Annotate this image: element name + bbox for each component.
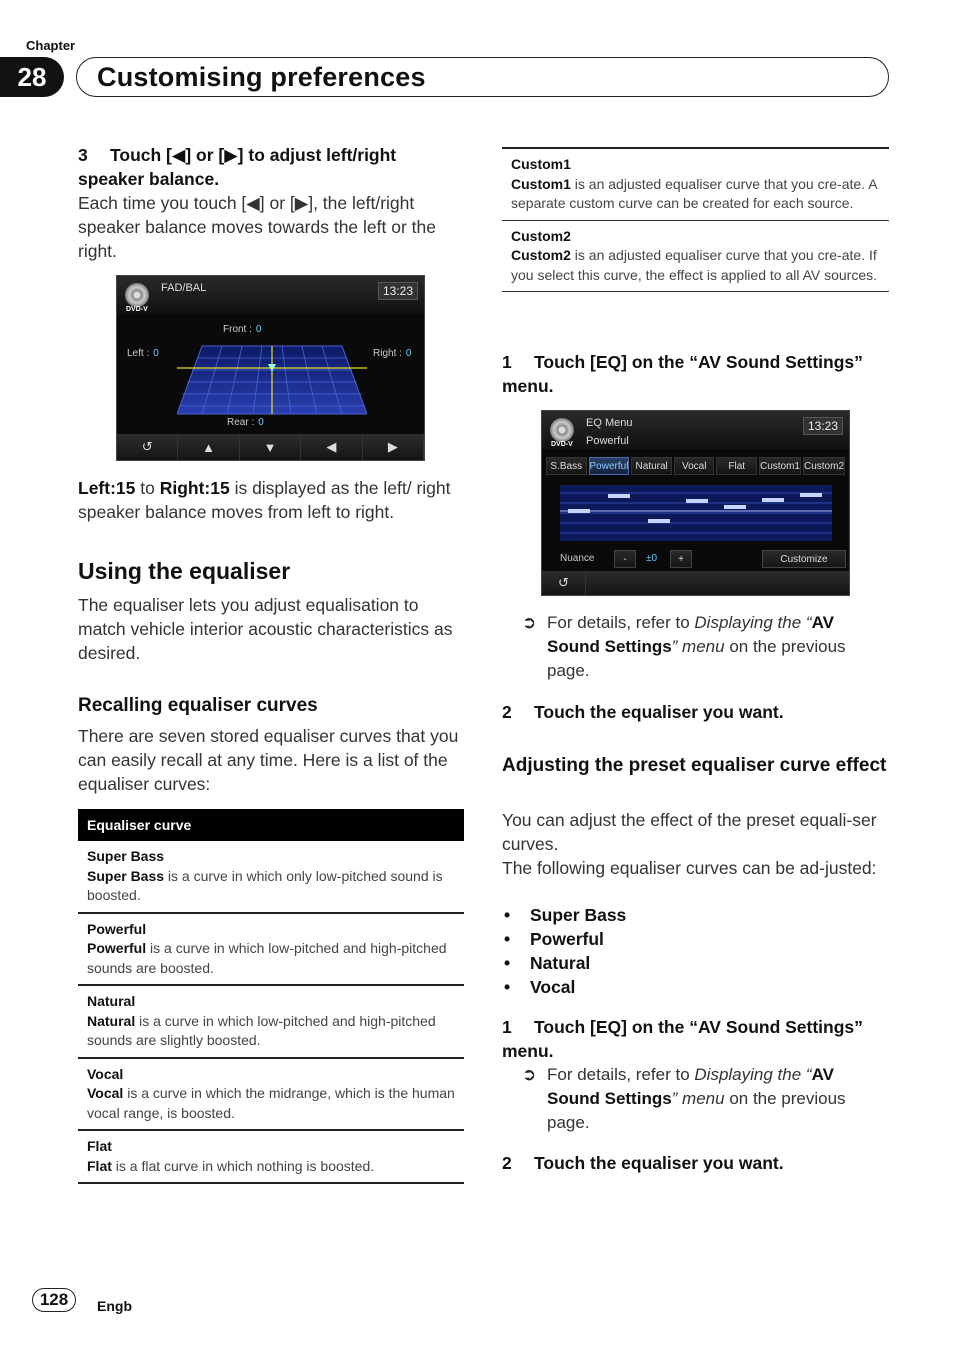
- step-text: Touch [◀] or [▶] to adjust left/right speaker balance.: [78, 145, 397, 189]
- chapter-number: 28: [0, 57, 64, 97]
- section-title: Using the equaliser: [78, 558, 291, 584]
- nuance-label: Nuance: [560, 553, 595, 564]
- customize-button[interactable]: Customize: [762, 550, 846, 568]
- chapter-title: Customising preferences: [97, 61, 426, 92]
- table-row: [502, 221, 889, 293]
- eq-menu-screenshot: [541, 410, 850, 596]
- disc-icon: [550, 418, 574, 442]
- row-name: Super Bass: [87, 848, 165, 864]
- step-3-heading: [78, 143, 464, 191]
- disc-label: DVD-V: [126, 306, 148, 313]
- row-term: Powerful: [87, 940, 147, 956]
- rear-label: Rear :: [227, 417, 255, 428]
- row-desc: is an adjusted equaliser curve that you cre-ate. If you select this curve, the effect is applied to all AV sources.: [511, 247, 878, 283]
- screen-subtitle: Powerful: [586, 435, 629, 447]
- nuance-minus-button[interactable]: -: [614, 550, 636, 568]
- step-2b-heading: [502, 1151, 889, 1175]
- row-term: Flat: [87, 1157, 112, 1174]
- front-readout: [223, 324, 261, 335]
- note-italic: ” menu: [671, 1089, 725, 1108]
- note-bold: AV Sound Settings: [547, 613, 834, 656]
- step-1b-heading: [502, 1015, 889, 1063]
- clock: 13:23: [803, 417, 843, 435]
- row-name: Natural: [87, 993, 136, 1009]
- nuance-plus-button[interactable]: +: [670, 550, 692, 568]
- row-name: Flat: [87, 1138, 112, 1154]
- rear-readout: [227, 417, 264, 428]
- disc-label: DVD-V: [551, 441, 573, 448]
- adjusting-description-2: The following equaliser curves can be ad-justed:: [502, 858, 877, 878]
- row-term: Vocal: [87, 1085, 124, 1101]
- step-text: Touch the equaliser you want.: [534, 702, 784, 722]
- row-term: Custom2: [511, 247, 571, 263]
- note-bold: AV Sound Settings: [547, 1065, 834, 1108]
- note-1: [522, 611, 877, 683]
- eq-curve-graph: [560, 485, 832, 541]
- step-number: 1: [502, 352, 512, 372]
- screen-button-bar: [117, 434, 424, 460]
- table-row: [78, 986, 464, 1059]
- step-number: 1: [502, 1017, 512, 1037]
- left-readout: [127, 348, 159, 359]
- nuance-value: ±0: [646, 553, 658, 564]
- right-15-term: Right:15: [159, 478, 230, 498]
- tab-sbass[interactable]: S.Bass: [546, 457, 587, 475]
- right-arrow-button[interactable]: ▶: [363, 434, 424, 460]
- row-term: Custom1: [511, 175, 571, 192]
- step-3-description: Each time you touch [◀] or [▶], the left/right speaker balance moves towards the left or the right.: [78, 193, 436, 261]
- fad-bal-screenshot: [116, 275, 425, 461]
- list-item: • Vocal: [502, 975, 626, 999]
- tab-natural[interactable]: Natural: [631, 457, 672, 475]
- chapter-title-bar: [76, 57, 889, 97]
- row-term: Super Bass: [87, 867, 165, 884]
- list-item: • Powerful: [502, 927, 626, 951]
- balance-grid[interactable]: [177, 344, 367, 416]
- row-desc: is a curve in which only low-pitched sound is boosted.: [87, 867, 443, 903]
- note-italic: ” menu: [671, 637, 725, 656]
- up-arrow-button[interactable]: ▲: [178, 434, 239, 460]
- note-2: [522, 1063, 877, 1135]
- screen-button-bar: [542, 571, 849, 595]
- tab-custom2[interactable]: Custom2: [803, 457, 845, 475]
- balance-text-tail: is displayed as the left/ right speaker balance moves from left to right.: [78, 478, 451, 522]
- subsection-title: Recalling equaliser curves: [78, 695, 318, 716]
- page-number: 128: [32, 1288, 76, 1312]
- arrow-icon: ➲: [522, 613, 537, 632]
- step-number: 2: [502, 702, 512, 722]
- note-text: For details, refer to: [547, 1065, 695, 1084]
- tab-custom1[interactable]: Custom1: [759, 457, 801, 475]
- button-bar-spacer: [586, 571, 849, 595]
- row-name: Vocal: [87, 1065, 124, 1082]
- row-desc: is a curve in which the midrange, which is the human vocal range, is boosted.: [87, 1085, 455, 1121]
- section-description: The equaliser lets you adjust equalisation to match vehicle interior acoustic characteristics as desired.: [78, 595, 453, 663]
- to-text: to: [135, 478, 160, 498]
- adjusting-description-1: You can adjust the effect of the preset equali-ser curves.: [502, 810, 877, 854]
- row-name: Powerful: [87, 920, 147, 937]
- table-row: [78, 841, 464, 914]
- equaliser-curve-table: [78, 809, 464, 1184]
- left-arrow-button[interactable]: ◀: [301, 434, 362, 460]
- step-number: 3: [78, 145, 88, 165]
- front-value: 0: [255, 324, 262, 335]
- step-text: Touch [EQ] on the “AV Sound Settings” menu.: [502, 1017, 863, 1061]
- clock: 13:23: [378, 282, 418, 300]
- step-2-heading: [502, 700, 889, 724]
- screen-title: FAD/BAL: [161, 282, 207, 294]
- right-value: 0: [405, 348, 412, 359]
- rear-value: 0: [258, 417, 264, 428]
- back-icon[interactable]: ↺: [542, 571, 586, 595]
- table-row: [78, 914, 464, 987]
- row-name: Custom2: [511, 227, 571, 244]
- custom-curve-table: [502, 147, 889, 292]
- row-term: Natural: [87, 1012, 136, 1029]
- adjustable-curves-list: [502, 903, 626, 999]
- row-desc: is a curve in which low-pitched and high-pitched sounds are slightly boosted.: [87, 1012, 436, 1048]
- step-text: Touch [EQ] on the “AV Sound Settings” menu.: [502, 352, 863, 396]
- tab-flat[interactable]: Flat: [716, 457, 757, 475]
- table-row: [502, 149, 889, 221]
- tab-vocal[interactable]: Vocal: [674, 457, 715, 475]
- left-15-term: Left:15: [78, 478, 136, 498]
- note-text: on the previous page.: [547, 637, 846, 680]
- left-label: Left :: [127, 348, 150, 359]
- list-item: • Super Bass: [502, 903, 626, 927]
- subsection-description: There are seven stored equaliser curves that you can easily recall at any time. Here is a list of the equaliser curves:: [78, 726, 459, 794]
- note-italic: Displaying the “: [694, 613, 812, 632]
- table-row: [78, 1131, 464, 1184]
- note-text: on the previous page.: [547, 1089, 846, 1132]
- row-desc: is a curve in which low-pitched and high-pitched sounds are boosted.: [87, 940, 447, 976]
- front-label: Front :: [223, 324, 252, 335]
- table-header: Equaliser curve: [78, 809, 464, 841]
- left-value: 0: [153, 348, 159, 359]
- note-text: For details, refer to: [547, 613, 695, 632]
- row-name: Custom1: [511, 156, 571, 172]
- arrow-icon: ➲: [522, 1065, 537, 1084]
- down-arrow-button[interactable]: ▼: [240, 434, 301, 460]
- step-number: 2: [502, 1153, 512, 1173]
- right-label: Right :: [373, 348, 402, 359]
- right-readout: [373, 348, 411, 359]
- chapter-label: Chapter: [26, 38, 76, 53]
- back-icon[interactable]: ↺: [117, 434, 178, 460]
- note-italic: Displaying the “: [694, 1065, 812, 1084]
- step-1-heading: [502, 350, 889, 398]
- balance-description: [78, 476, 464, 524]
- adjusting-title: Adjusting the preset equaliser curve effect: [502, 755, 887, 776]
- tab-powerful[interactable]: Powerful: [589, 457, 630, 475]
- row-desc: is an adjusted equaliser curve that you cre-ate. A separate custom curve can be created for each source.: [511, 175, 877, 211]
- disc-icon: [125, 283, 149, 307]
- language-code: Engb: [97, 1298, 132, 1314]
- table-row: [78, 1059, 464, 1132]
- screen-title: EQ Menu: [586, 417, 633, 429]
- step-text: Touch the equaliser you want.: [534, 1153, 784, 1173]
- eq-tab-bar: [546, 457, 845, 475]
- list-item: • Natural: [502, 951, 626, 975]
- row-desc: is a flat curve in which nothing is boosted.: [111, 1157, 375, 1174]
